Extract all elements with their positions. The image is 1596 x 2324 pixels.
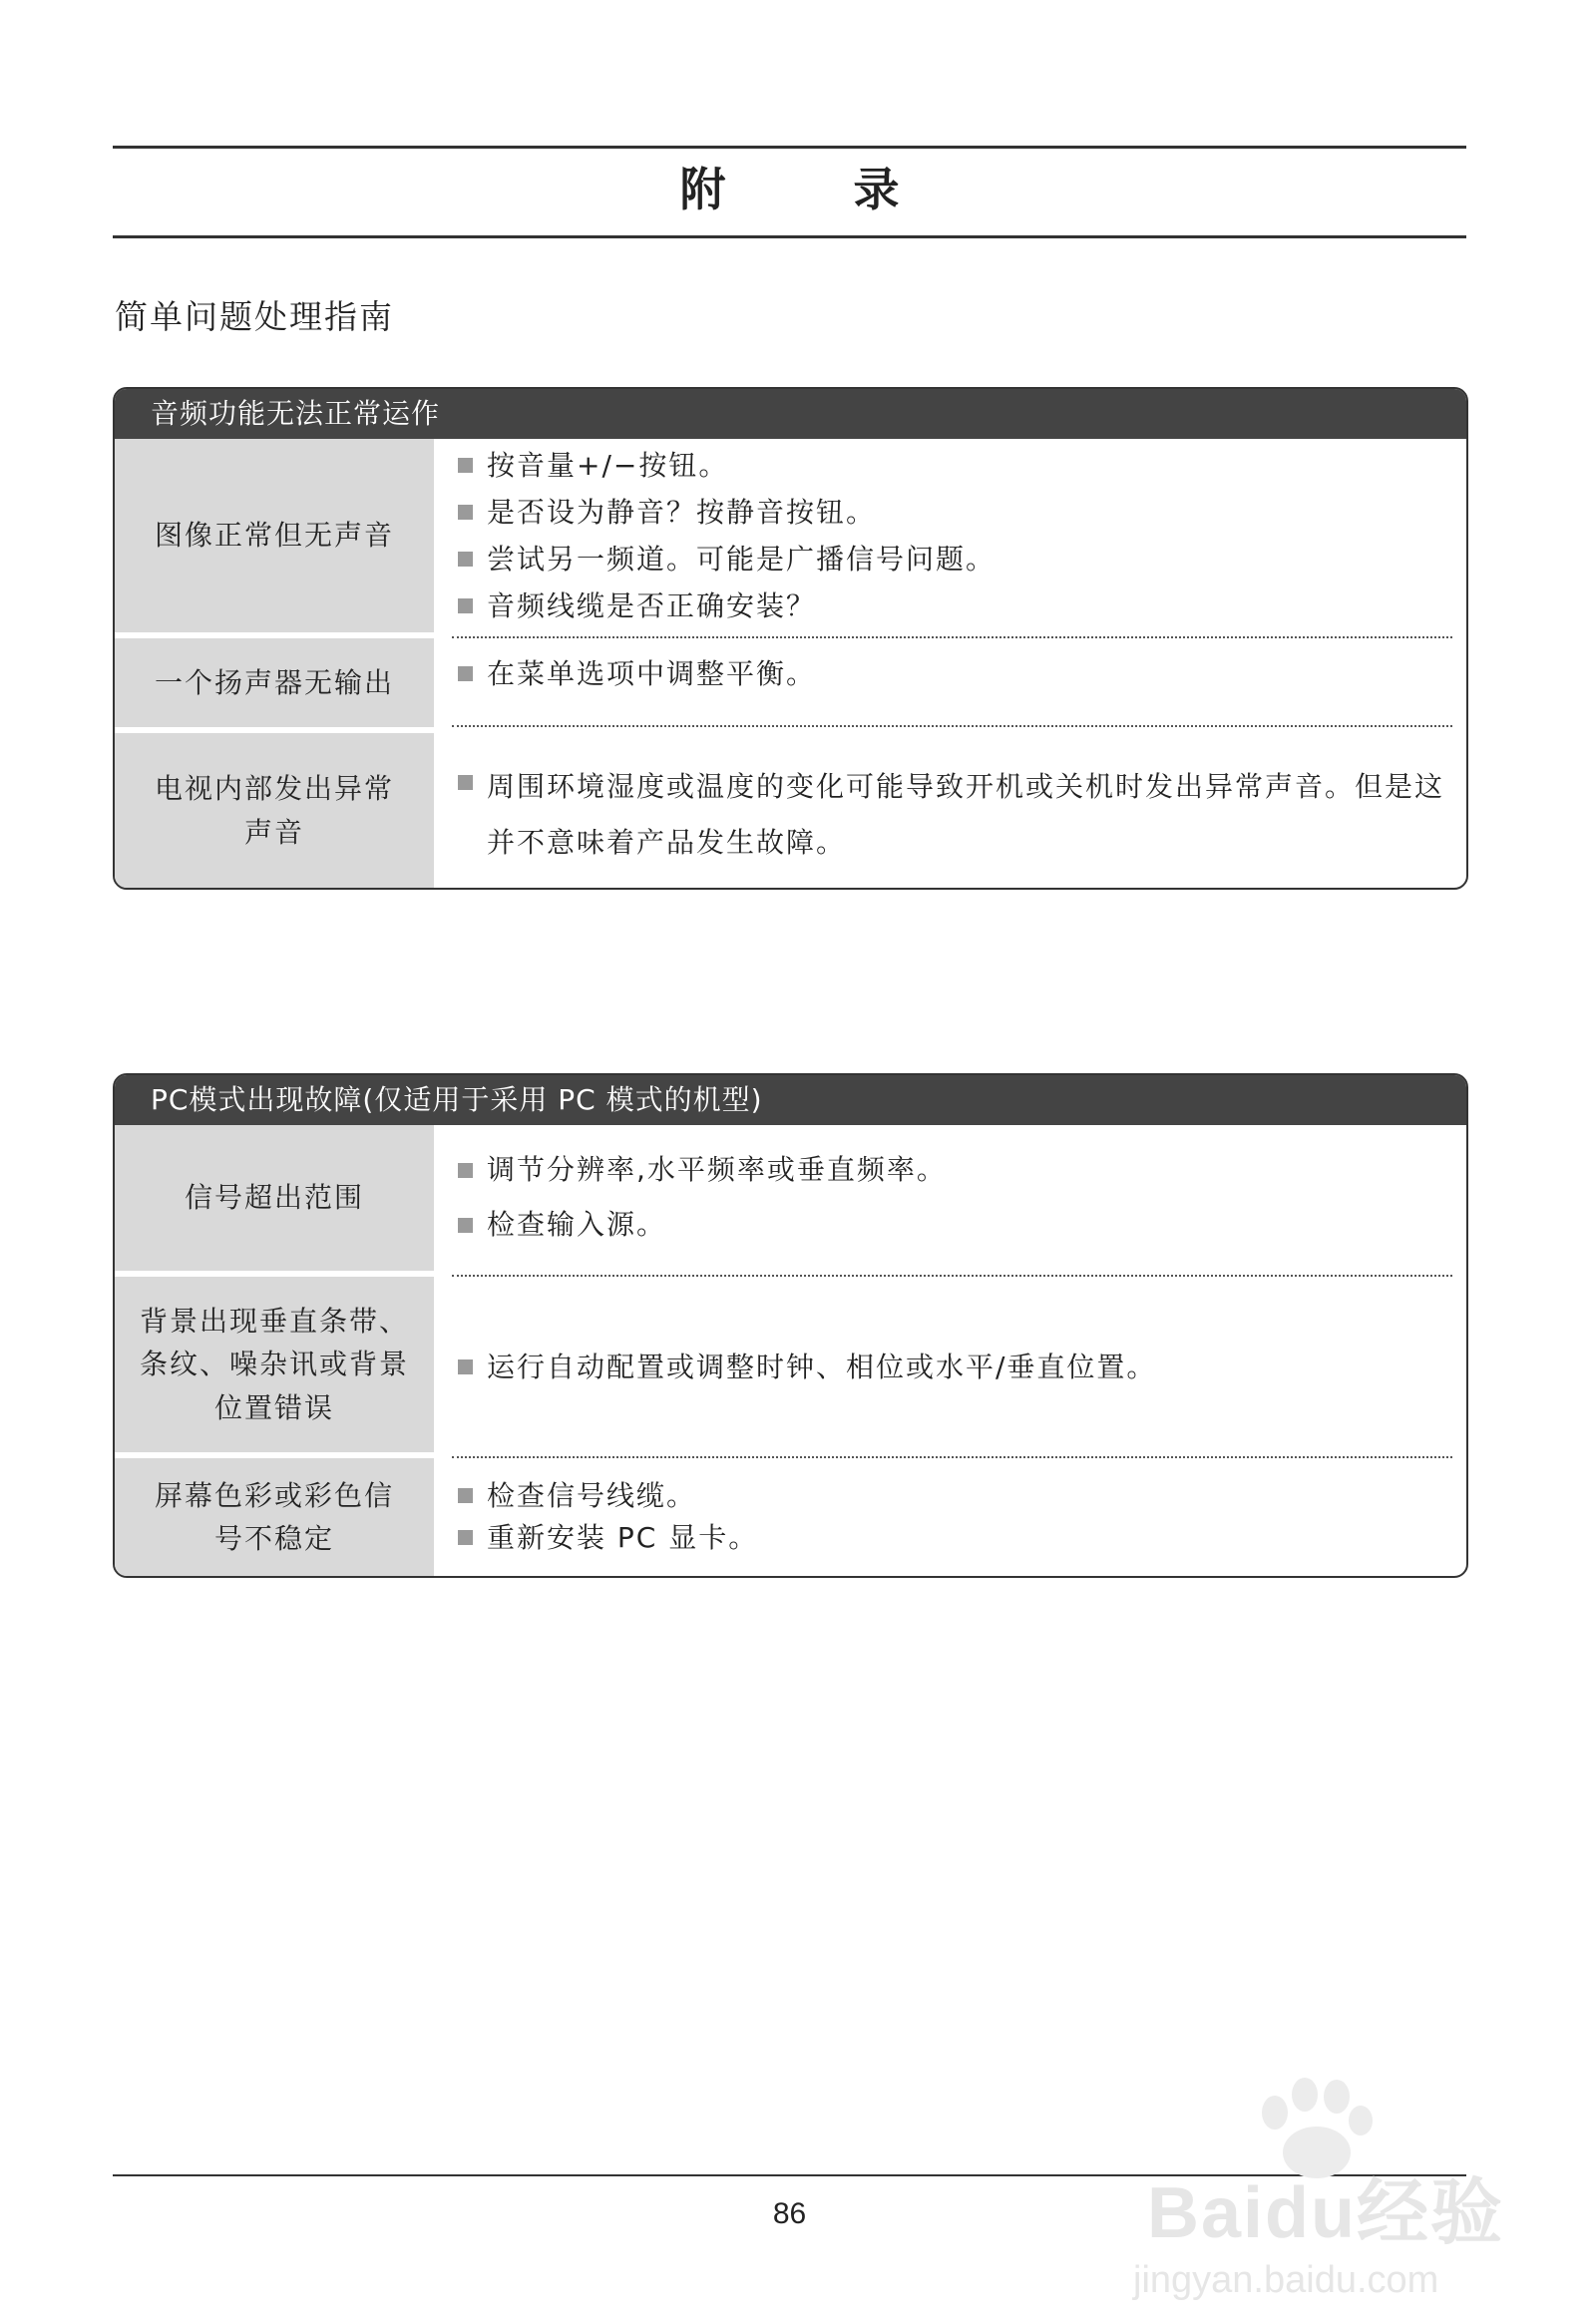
square-bullet-icon [458, 505, 473, 520]
audio-row-abnormal-noise [115, 733, 1466, 888]
square-bullet-icon [458, 1218, 473, 1233]
audio-panel-header: 音频功能无法正常运作 [115, 389, 1466, 439]
square-bullet-icon [458, 1488, 473, 1503]
list-item: 检查信号线缆。 [458, 1475, 1466, 1517]
list-item: 检查输入源。 [458, 1198, 1466, 1253]
baidu-jingyan-watermark [1127, 2075, 1516, 2304]
square-bullet-icon [458, 458, 473, 473]
top-rule-upper [113, 146, 1466, 149]
row-content [434, 638, 1466, 733]
top-rule-lower [113, 235, 1466, 238]
row-content [434, 439, 1466, 638]
list-item: 重新安装 PC 显卡。 [458, 1517, 1466, 1559]
pc-panel-header: PC模式出现故障(仅适用于采用 PC 模式的机型) [115, 1075, 1466, 1125]
square-bullet-icon [458, 552, 473, 567]
list-item: 是否设为静音？按静音按钮。 [458, 489, 1466, 536]
row-content [434, 1458, 1466, 1576]
list-item: 运行自动配置或调整时钟、相位或水平/垂直位置。 [458, 1344, 1466, 1390]
page-number: 86 [772, 2197, 807, 2230]
list-item: 在菜单选项中调整平衡。 [458, 650, 1466, 697]
watermark-logo-text: Baidu经验 [1147, 2173, 1505, 2253]
watermark-url: jingyan.baidu.com [1133, 2259, 1439, 2301]
row-label: 屏幕色彩或彩色信号不稳定 [115, 1458, 434, 1576]
page-title: 附 录 [679, 163, 956, 216]
square-bullet-icon [458, 666, 473, 681]
row-content [434, 733, 1466, 888]
pc-mode-troubleshooting-panel [113, 1073, 1468, 1578]
square-bullet-icon [458, 1530, 473, 1545]
list-item: 尝试另一频道。可能是广播信号问题。 [458, 536, 1466, 582]
row-content [434, 1277, 1466, 1458]
list-item: 调节分辨率,水平频率或垂直频率。 [458, 1143, 1466, 1198]
row-label: 背景出现垂直条带、条纹、噪杂讯或背景位置错误 [115, 1277, 434, 1458]
pc-row-color-unstable [115, 1458, 1466, 1576]
row-label: 一个扬声器无输出 [115, 638, 434, 733]
section-title: 简单问题处理指南 [115, 297, 394, 336]
square-bullet-icon [458, 1359, 473, 1374]
square-bullet-icon [458, 1163, 473, 1178]
row-label: 信号超出范围 [115, 1125, 434, 1277]
pc-row-vertical-stripes [115, 1277, 1466, 1458]
row-label: 电视内部发出异常声音 [115, 733, 434, 888]
audio-troubleshooting-panel [113, 387, 1468, 890]
audio-row-one-speaker [115, 638, 1466, 733]
square-bullet-icon [458, 775, 473, 790]
list-item: 音频线缆是否正确安装？ [458, 582, 1466, 629]
row-label: 图像正常但无声音 [115, 439, 434, 638]
square-bullet-icon [458, 598, 473, 613]
dotted-separator [452, 725, 1452, 727]
row-content [434, 1125, 1466, 1277]
list-item: 周围环境湿度或温度的变化可能导致开机或关机时发出异常声音。但是这并不意味着产品发生故障。 [458, 759, 1446, 871]
list-item: 按音量+/−按钮。 [458, 442, 1466, 489]
audio-row-no-sound [115, 439, 1466, 638]
pc-row-out-of-range [115, 1125, 1466, 1277]
